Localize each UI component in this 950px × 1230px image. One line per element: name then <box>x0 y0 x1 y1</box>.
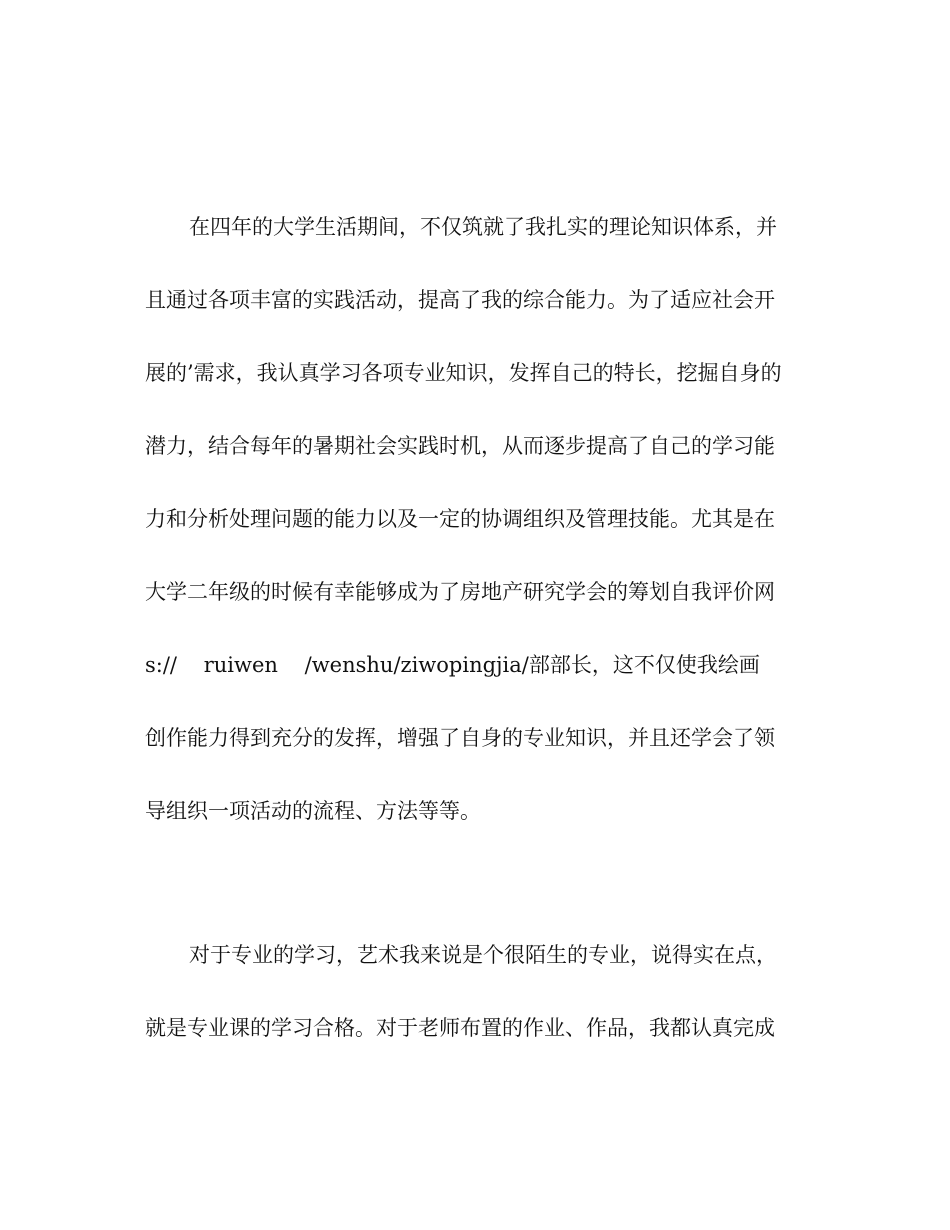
paragraph-line: s:// ruiwen /wenshu/ziwopingjia/部部长，这不仅使我绘画 <box>145 653 760 677</box>
paragraph-line: 对于专业的学习，艺术我来说是个很陌生的专业，说得实在点， <box>189 943 777 967</box>
paragraph-line: 潜力，结合每年的暑期社会实践时机，从而逐步提高了自己的学习能 <box>145 434 775 458</box>
paragraph-line: 在四年的大学生活期间，不仅筑就了我扎实的理论知识体系，并 <box>189 215 777 239</box>
paragraph-line: 大学二年级的时候有幸能够成为了房地产研究学会的筹划自我评价网 <box>145 580 775 604</box>
paragraph-line: 就是专业课的学习合格。对于老师布置的作业、作品，我都认真完成 <box>145 1016 775 1040</box>
paragraph-line: 力和分析处理问题的能力以及一定的协调组织及管理技能。尤其是在 <box>145 507 775 531</box>
paragraph-line: 导组织一项活动的流程、方法等等。 <box>145 799 481 823</box>
paragraph-line: 展的’需求，我认真学习各项专业知识，发挥自己的特长，挖掘自身的 <box>145 361 782 385</box>
paragraph-line: 且通过各项丰富的实践活动，提高了我的综合能力。为了适应社会开 <box>145 288 775 312</box>
paragraph-line: 创作能力得到充分的发挥，增强了自身的专业知识，并且还学会了领 <box>145 726 775 750</box>
